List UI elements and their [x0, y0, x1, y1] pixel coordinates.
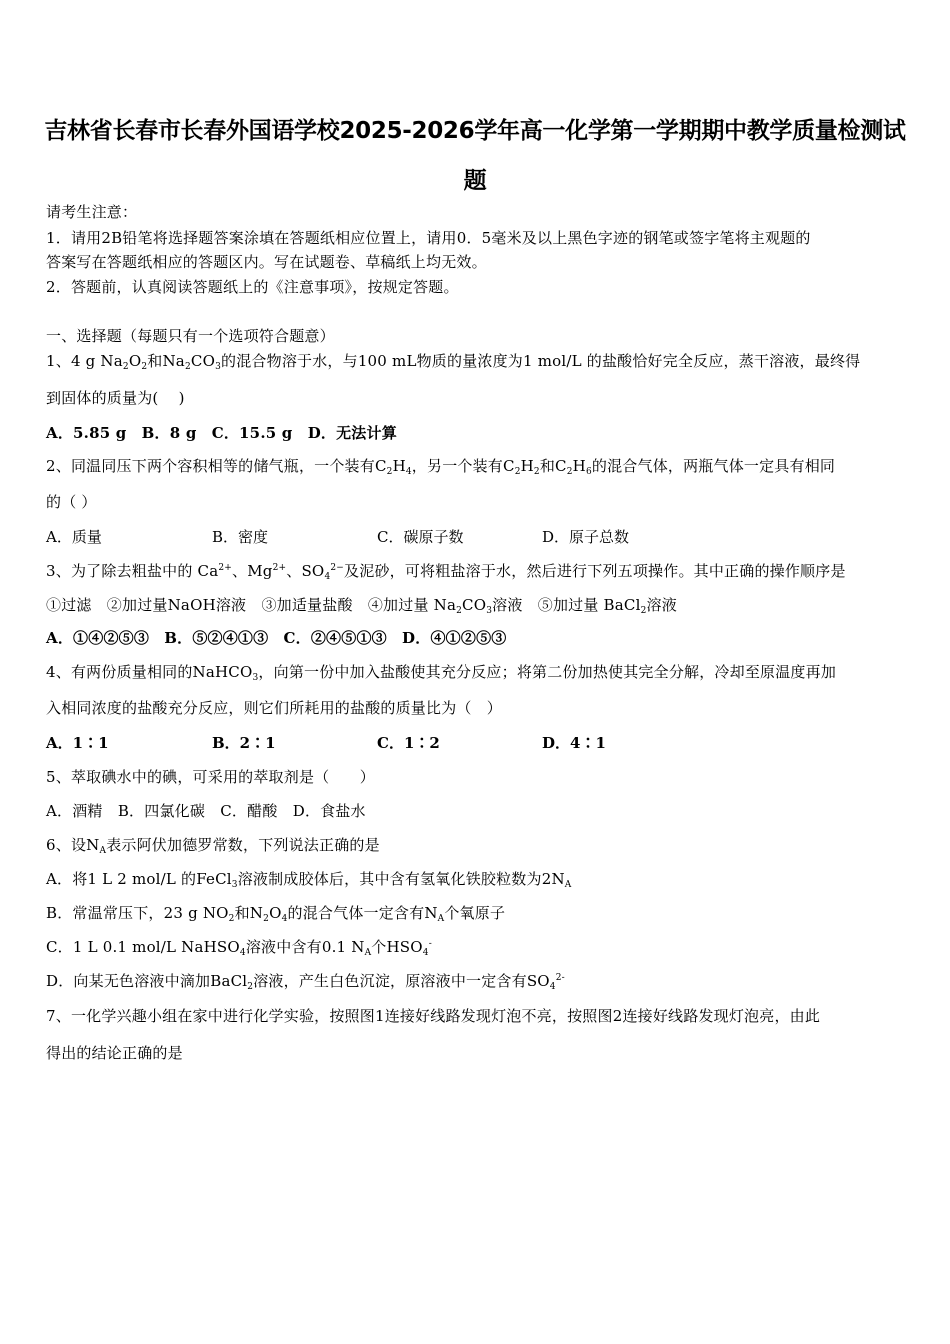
- rich-text: A．将1 L 2 mol/L 的FeCl$_3$溶液制成胶体后，其中含有氢氧化铁胶粒数为$2N_A$: [46, 870, 572, 890]
- question-2-stem-continued: 的（ ）: [46, 493, 97, 511]
- question-3-operations: [46, 595, 916, 615]
- document-title: 吉林省长春市长春外国语学校2025-2026学年高一化学第一学期期中教学质量检测试: [44, 118, 906, 144]
- notice-item-1: 1．请用2B铅笔将选择题答案涂填在答题纸相应位置上，请用0．5毫米及以上黑色字迹的钢笔或签字笔将主观题的: [46, 229, 811, 247]
- question-6-stem: [46, 835, 916, 855]
- question-6-option-d: [46, 971, 916, 991]
- question-number: 7、: [46, 1007, 71, 1025]
- question-number: 4、: [46, 663, 71, 681]
- question-number: 5、: [46, 768, 71, 786]
- question-6-option-b: [46, 903, 916, 923]
- notice-item-1-continued: 答案写在答题纸相应的答题区内。写在试题卷、草稿纸上均无效。: [46, 253, 487, 271]
- question-6-option-c: [46, 937, 916, 957]
- rich-text: D．向某无色溶液中滴加BaCl$_2$溶液，产生白色沉淀，原溶液中一定含有$SO_4^{2-}$: [46, 972, 565, 992]
- question-7-stem: [46, 1006, 916, 1026]
- question-7-stem-text: 一化学兴趣小组在家中进行化学实验，按照图1连接好线路发现灯泡不亮，按照图2连接好线路发现灯泡亮，由此: [70, 1007, 821, 1025]
- rich-text: 4 g $Na_2O_2$和$Na_2CO_3$的混合物溶于水，与100 mL物质的量浓度为1 mol/L 的盐酸恰好完全反应，蒸干溶液，最终得: [70, 352, 861, 372]
- rich-text: 同温同压下两个容积相等的储气瓶，一个装有$C_2H_4$，另一个装有$C_2H_2$和$C_2H_6$的混合气体，两瓶气体一定具有相同: [70, 457, 836, 477]
- question-4-stem: [46, 662, 916, 682]
- question-2-option-d: D．原子总数: [542, 528, 630, 546]
- rich-text: 设$N_A$表示阿伏加德罗常数，下列说法正确的是: [70, 836, 380, 856]
- notice-heading: 请考生注意：: [46, 203, 138, 221]
- rich-text: 有两份质量相同的NaHCO$_3$，向第一份中加入盐酸使其充分反应；将第二份加热使其完全分解，冷却至原温度再加: [70, 663, 837, 683]
- question-2-option-a: A．质量: [46, 528, 102, 546]
- rich-text: C．1 L 0.1 mol/L NaHSO$_4$溶液中含有0.1 $N_A$个$HSO_4^-$: [46, 938, 432, 958]
- question-1-stem: [46, 351, 916, 371]
- question-number: 6、: [46, 836, 71, 854]
- question-number: 1、: [46, 352, 71, 370]
- question-7-stem-continued: 得出的结论正确的是: [46, 1044, 183, 1062]
- question-2-stem: [46, 456, 916, 476]
- notice-item-2: 2．答题前，认真阅读答题纸上的《注意事项》，按规定答题。: [46, 278, 459, 296]
- question-1-stem-continued: 到固体的质量为( ): [46, 389, 185, 407]
- question-3-options: A．①④②⑤③ B．⑤②④①③ C．②④⑤①③ D．④①②⑤③: [46, 629, 507, 647]
- question-2-option-c: C．碳原子数: [377, 528, 464, 546]
- question-number: 3、: [46, 562, 71, 580]
- question-1-options: A．5.85 g B．8 g C．15.5 g D．无法计算: [46, 424, 397, 442]
- question-5-stem: [46, 767, 916, 787]
- question-4-option-b: B．2∶1: [212, 734, 276, 752]
- question-5-stem-text: 萃取碘水中的碘，可采用的萃取剂是（ ）: [70, 768, 375, 786]
- section-heading: 一、选择题（每题只有一个选项符合题意）: [46, 327, 335, 345]
- question-5-options: A．酒精 B．四氯化碳 C．醋酸 D．食盐水: [46, 802, 366, 820]
- question-number: 2、: [46, 457, 71, 475]
- question-4-option-c: C．1∶2: [377, 734, 440, 752]
- question-4-option-a: A．1∶1: [46, 734, 109, 752]
- document-title-continued: 题: [463, 168, 487, 194]
- question-4-option-d: D．4∶1: [542, 734, 606, 752]
- question-3-stem: [46, 561, 916, 581]
- rich-text: ①过滤 ②加过量NaOH溶液 ③加适量盐酸 ④加过量 $Na_2CO_3$溶液 ⑤加过量 BaCl$_2$溶液: [46, 596, 677, 616]
- rich-text: B．常温常压下，23 g $NO_2$和$N_2O_4$的混合气体一定含有$N_A$个氧原子: [46, 904, 506, 924]
- question-6-option-a: [46, 869, 916, 889]
- question-4-stem-continued: 入相同浓度的盐酸充分反应，则它们所耗用的盐酸的质量比为（ ）: [46, 699, 503, 717]
- rich-text: 为了除去粗盐中的 $Ca^{2+}$、$Mg^{2+}$、$SO_4^{2-}$及泥砂，可将粗盐溶于水，然后进行下列五项操作。其中正确的操作顺序是: [70, 562, 846, 582]
- question-2-option-b: B．密度: [212, 528, 269, 546]
